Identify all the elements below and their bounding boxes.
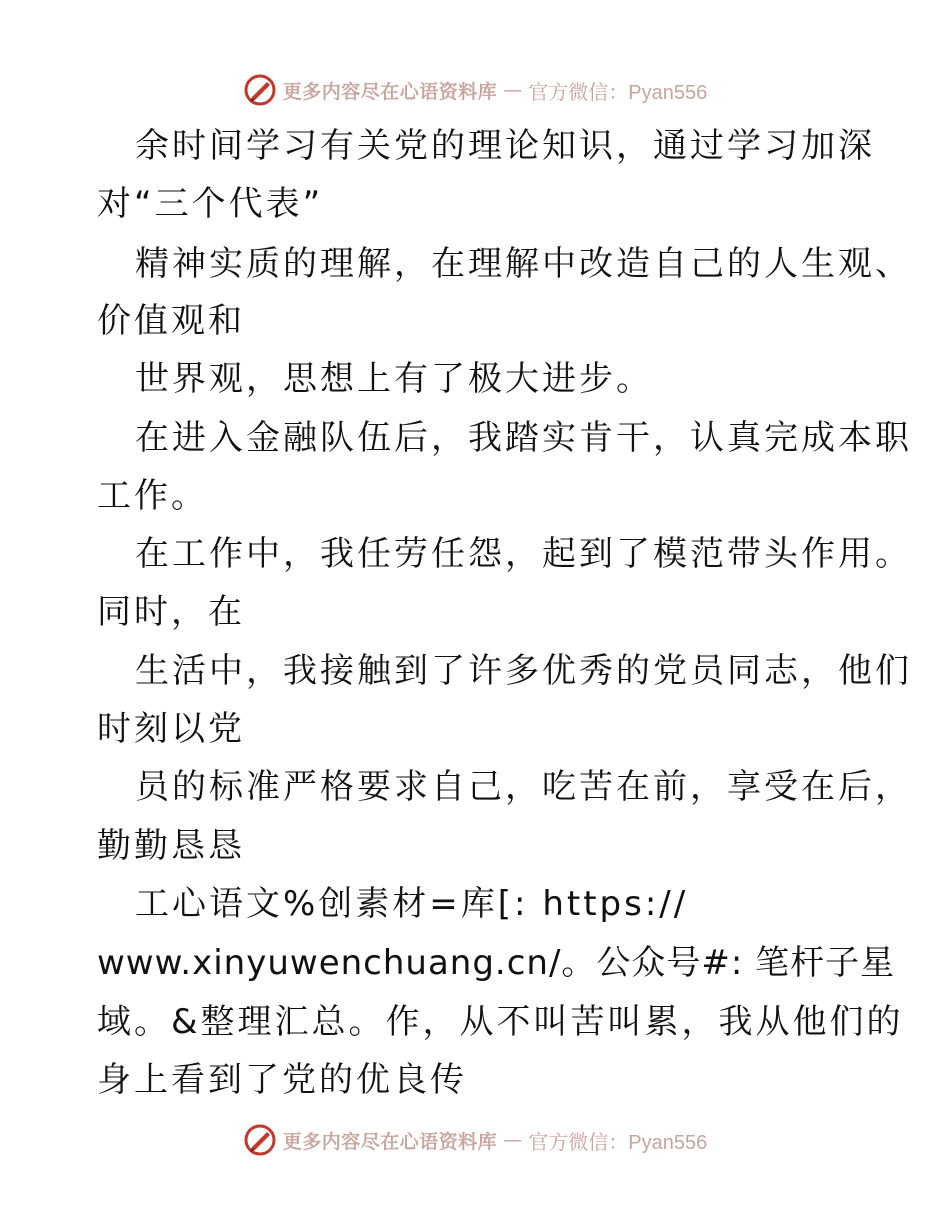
text-line-5: 世界观，思想上有了极大进步。 bbox=[135, 359, 653, 399]
text-line-3: 精神实质的理解，在理解中改造自己的人生观、 bbox=[135, 244, 912, 284]
text-line-17: 身上看到了党的优良传 bbox=[97, 1060, 467, 1100]
banner-separator: — bbox=[503, 79, 523, 101]
text-line-7: 工作。 bbox=[97, 476, 208, 516]
text-line-2: 对“三个代表” bbox=[97, 184, 324, 224]
text-line-6: 在进入金融队伍后，我踏实肯干，认真完成本职 bbox=[135, 418, 912, 458]
text-line-1: 余时间学习有关党的理论知识，通过学习加深 bbox=[135, 126, 875, 166]
banner-account-text: 官方微信：Pyan556 bbox=[528, 81, 708, 104]
banner-brand-text: 更多内容尽在心语资料库 bbox=[282, 80, 498, 103]
pen-logo-icon bbox=[243, 73, 277, 107]
banner-separator: — bbox=[503, 1129, 523, 1151]
text-line-8: 在工作中，我任劳任怨，起到了模范带头作用。 bbox=[135, 534, 912, 574]
banner-account-text: 官方微信：Pyan556 bbox=[528, 1131, 708, 1154]
text-line-9: 同时，在 bbox=[97, 592, 245, 632]
text-line-11: 时刻以党 bbox=[97, 709, 245, 749]
text-line-16: 域。&整理汇总。作，从不叫苦叫累，我从他们的 bbox=[97, 1002, 904, 1042]
pen-logo-icon bbox=[243, 1123, 277, 1157]
text-line-14: 工心语文%创素材=库[: https:// bbox=[135, 884, 689, 924]
banner-brand-text: 更多内容尽在心语资料库 bbox=[282, 1130, 498, 1153]
text-line-4: 价值观和 bbox=[97, 301, 245, 341]
text-line-13: 勤勤恳恳 bbox=[97, 826, 245, 866]
footer-banner bbox=[0, 1120, 950, 1160]
header-banner bbox=[0, 70, 950, 110]
text-line-12: 员的标准严格要求自己，吃苦在前，享受在后， bbox=[135, 767, 912, 807]
text-line-10: 生活中，我接触到了许多优秀的党员同志，他们 bbox=[135, 651, 912, 691]
text-line-15: www.xinyuwenchuang.cn/。公众号#: 笔杆子星 bbox=[97, 943, 896, 983]
